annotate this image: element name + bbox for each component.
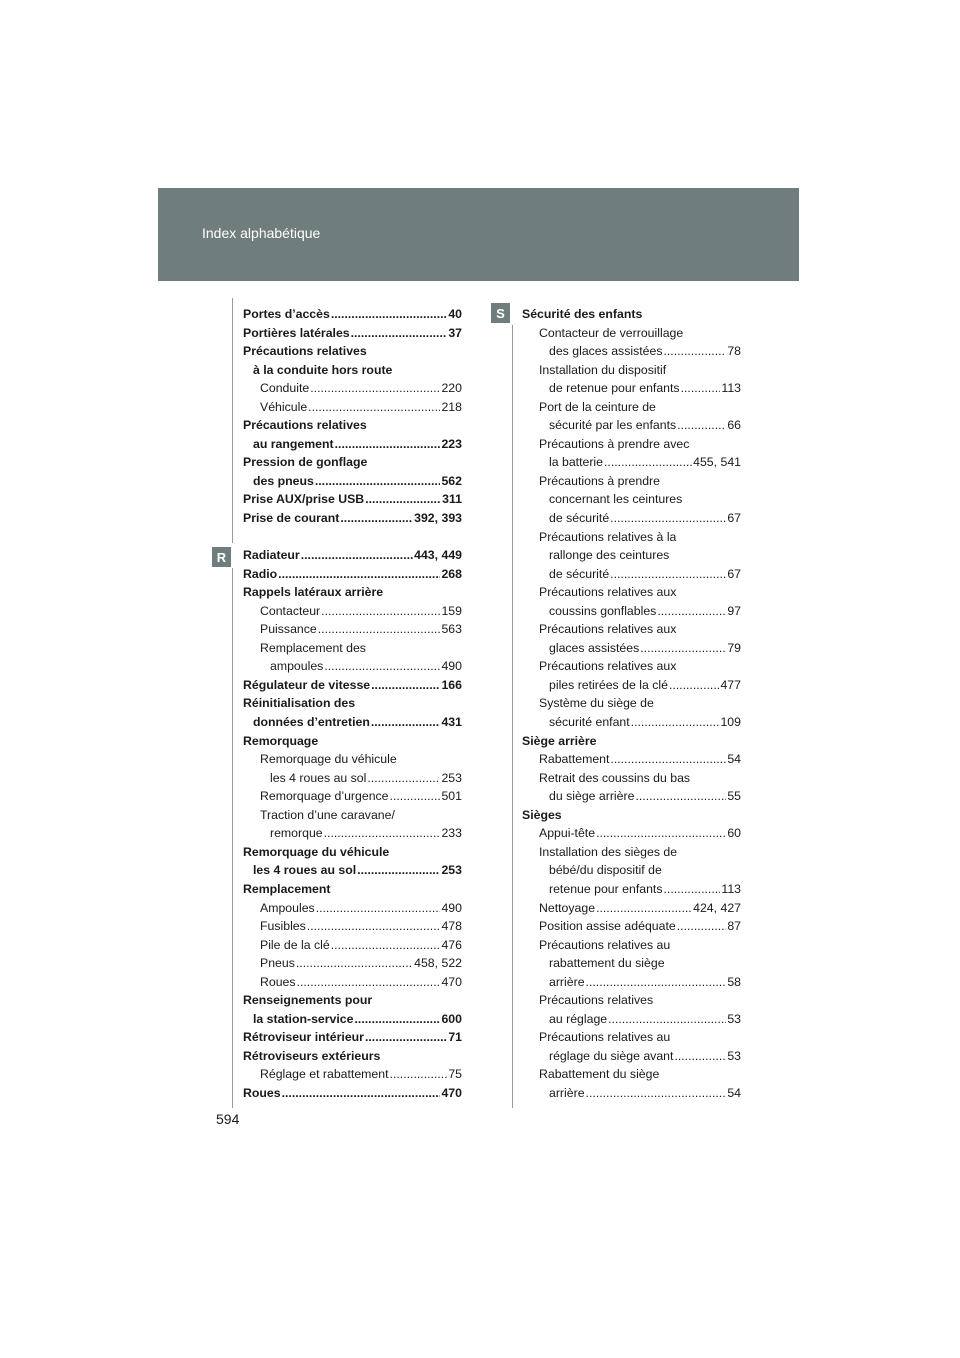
index-entry-label: Installation des sièges de — [539, 844, 678, 859]
index-entry — [243, 546, 462, 565]
index-entry — [243, 398, 462, 417]
index-entry-page: 223 — [441, 436, 462, 451]
index-entry-page: 40 — [448, 307, 462, 321]
index-entry-label: Roues — [260, 974, 296, 989]
index-entry — [522, 824, 741, 843]
index-entry-label: Réglage et rabattement — [260, 1067, 389, 1082]
index-entry-page: 220 — [441, 381, 462, 396]
index-entry — [243, 787, 462, 806]
index-entry — [522, 769, 741, 788]
index-entry — [522, 694, 741, 713]
index-entry-page: 431 — [441, 715, 462, 730]
index-entry-page: 113 — [721, 381, 741, 396]
dot-leader — [316, 899, 441, 918]
index-entry-page: 562 — [441, 473, 462, 488]
index-entry-label: Précautions relatives aux — [539, 622, 677, 637]
index-entry-page: 54 — [727, 752, 741, 767]
index-entry-page: 458, 522 — [414, 956, 462, 971]
index-entry — [522, 917, 741, 936]
index-entry — [243, 991, 462, 1010]
index-entry — [522, 787, 741, 806]
index-entry-label: Remplacement des — [260, 640, 366, 655]
index-entry — [243, 324, 462, 343]
index-entry — [522, 546, 741, 565]
dot-leader — [297, 973, 441, 992]
index-entry-label: Précautions relatives — [243, 344, 367, 359]
index-entry — [522, 379, 741, 398]
letter-badge-r: R — [212, 547, 231, 567]
index-entry — [243, 472, 462, 491]
dot-leader — [367, 769, 440, 788]
index-entry-label: Pression de gonflage — [243, 455, 368, 470]
index-entry-label: Fusibles — [260, 919, 306, 934]
index-entry — [522, 973, 741, 992]
index-entry-label: Précautions relatives à la — [539, 529, 677, 544]
letter-badge-s: S — [491, 303, 510, 323]
dot-leader — [321, 602, 440, 621]
dot-leader — [596, 899, 692, 918]
dot-leader — [335, 435, 441, 454]
index-entry-page: 79 — [727, 640, 741, 655]
dot-leader — [301, 546, 413, 565]
index-entry-label: Traction d’une caravane/ — [260, 807, 395, 822]
index-entry — [243, 880, 462, 899]
dot-leader — [681, 379, 721, 398]
index-entry — [243, 657, 462, 676]
index-entry — [522, 435, 741, 454]
index-entry-label: Rétroviseurs extérieurs — [243, 1048, 381, 1063]
index-entry-label: coussins gonflables — [549, 603, 657, 618]
index-entry — [243, 361, 462, 380]
index-entry — [522, 398, 741, 417]
index-entry-label: Rabattement du siège — [539, 1067, 660, 1082]
index-entry-label: la station-service — [253, 1011, 354, 1026]
index-entry — [522, 732, 741, 751]
dot-leader — [677, 416, 726, 435]
index-entry-page: 501 — [441, 789, 462, 804]
index-entry — [522, 1028, 741, 1047]
index-entry-label: Remorquage — [243, 733, 319, 748]
index-entry — [522, 954, 741, 973]
index-entry — [522, 509, 741, 528]
column-divider-left-bottom — [232, 568, 233, 1108]
index-entry-label: Port de la ceinture de — [539, 399, 656, 414]
index-entry-page: 490 — [441, 900, 462, 915]
index-entry-label: de sécurité — [549, 511, 610, 526]
index-entry-label: Prise de courant — [243, 511, 340, 526]
index-entry-label: Portières latérales — [243, 325, 350, 340]
index-entry-page: 97 — [727, 603, 741, 618]
index-entry-label: sécurité enfant — [549, 715, 630, 730]
index-entry — [243, 769, 462, 788]
dot-leader — [331, 305, 448, 324]
dot-leader — [310, 379, 440, 398]
dot-leader — [278, 565, 440, 584]
dot-leader — [586, 1084, 727, 1103]
index-entry-label: Radiateur — [243, 548, 300, 563]
index-entry-label: Appui-tête — [539, 826, 596, 841]
index-entry-page: 78 — [727, 344, 741, 359]
dot-leader — [674, 1047, 726, 1066]
index-entry — [522, 750, 741, 769]
index-entry-label: Siège arrière — [522, 733, 597, 748]
dot-leader — [357, 861, 440, 880]
dot-leader — [371, 676, 440, 695]
index-entry — [243, 565, 462, 584]
index-entry-page: 253 — [441, 863, 462, 878]
index-column-right — [522, 305, 741, 1103]
index-entry-page: 53 — [727, 1011, 741, 1026]
index-entry-label: Remorquage du véhicule — [260, 752, 397, 767]
dot-leader — [664, 880, 721, 899]
dot-leader — [365, 490, 441, 509]
index-entry — [522, 657, 741, 676]
index-entry — [522, 1065, 741, 1084]
index-entry — [522, 991, 741, 1010]
index-entry — [522, 342, 741, 361]
dot-leader — [331, 936, 441, 955]
dot-leader — [308, 398, 440, 417]
dot-leader — [296, 954, 413, 973]
index-entry-label: bébé/du dispositif de — [549, 863, 662, 878]
index-entry — [522, 806, 741, 825]
index-entry — [522, 528, 741, 547]
index-entry — [522, 324, 741, 343]
index-entry-label: Précautions relatives — [243, 418, 367, 433]
index-entry-label: Sièges — [522, 807, 562, 822]
index-entry-label: la batterie — [549, 455, 604, 470]
index-entry-label: réglage du siège avant — [549, 1048, 674, 1063]
index-entry-label: Rabattement — [539, 752, 610, 767]
index-entry-label: Réinitialisation des — [243, 696, 356, 711]
index-entry — [243, 305, 462, 324]
dot-leader — [351, 324, 448, 343]
index-entry-label: Nettoyage — [539, 900, 596, 915]
dot-leader — [586, 973, 727, 992]
index-entry-label: Précautions relatives — [539, 993, 654, 1008]
index-entry-label: Précautions relatives aux — [539, 585, 677, 600]
index-entry-page: 159 — [441, 603, 462, 618]
index-entry — [522, 936, 741, 955]
dot-leader — [640, 639, 726, 658]
index-entry-page: 75 — [448, 1067, 462, 1082]
column-divider-right — [512, 325, 513, 1108]
dot-leader — [663, 342, 726, 361]
index-entry — [522, 899, 741, 918]
dot-leader — [608, 1010, 726, 1029]
index-entry — [522, 1010, 741, 1029]
index-entry — [243, 750, 462, 769]
index-entry-page: 66 — [727, 418, 741, 433]
index-entry-label: remorque — [270, 826, 323, 841]
column-divider-left-top — [232, 298, 233, 543]
index-entry-label: Précautions relatives au — [539, 1030, 671, 1045]
index-entry — [522, 620, 741, 639]
index-entry — [243, 899, 462, 918]
dot-leader — [610, 750, 726, 769]
index-entry — [522, 861, 741, 880]
dot-leader — [340, 509, 413, 528]
index-entry-label: Portes d’accès — [243, 307, 330, 321]
index-entry — [243, 936, 462, 955]
index-entry — [522, 472, 741, 491]
index-entry-label: arrière — [549, 1085, 585, 1100]
index-entry-label: au réglage — [549, 1011, 608, 1026]
dot-leader — [669, 676, 720, 695]
index-entry-label: concernant les ceintures — [549, 492, 683, 507]
index-entry — [243, 620, 462, 639]
index-entry-page: 392, 393 — [414, 511, 462, 526]
dot-leader — [635, 787, 726, 806]
index-entry — [243, 583, 462, 602]
index-entry-label: Renseignements pour — [243, 993, 373, 1008]
index-entry-label: des glaces assistées — [549, 344, 663, 359]
index-entry-page: 218 — [441, 399, 462, 414]
index-entry-label: retenue pour enfants — [549, 881, 663, 896]
index-entry-label: Pneus — [260, 956, 295, 971]
dot-leader — [604, 453, 692, 472]
index-entry — [522, 361, 741, 380]
index-entry — [243, 1047, 462, 1066]
index-entry-label: les 4 roues au sol — [253, 863, 357, 878]
index-entry-page: 166 — [441, 677, 462, 692]
index-entry-page: 55 — [727, 789, 741, 804]
index-entry — [522, 676, 741, 695]
dot-leader — [631, 713, 720, 732]
index-entry-page: 478 — [441, 919, 462, 934]
index-entry — [522, 490, 741, 509]
index-entry-label: Prise AUX/prise USB — [243, 492, 365, 507]
index-entry — [522, 583, 741, 602]
index-entry — [522, 1084, 741, 1103]
index-entry — [243, 694, 462, 713]
index-entry-label: sécurité par les enfants — [549, 418, 677, 433]
index-entry — [522, 565, 741, 584]
index-entry — [522, 880, 741, 899]
index-entry — [522, 1047, 741, 1066]
index-entry-page: 113 — [721, 881, 741, 896]
index-entry-label: Conduite — [260, 381, 310, 396]
index-entry-label: Retrait des coussins du bas — [539, 770, 691, 785]
index-entry — [243, 732, 462, 751]
index-entry-page: 67 — [727, 566, 741, 581]
index-entry-page: 470 — [441, 1085, 462, 1100]
index-entry-page: 600 — [441, 1011, 462, 1026]
index-entry-label: à la conduite hors route — [253, 362, 393, 377]
index-entry-page: 477 — [720, 677, 741, 692]
index-entry-label: données d’entretien — [253, 715, 370, 730]
index-entry-label: rabattement du siège — [549, 956, 665, 971]
index-entry-page: 71 — [448, 1030, 462, 1045]
index-entry — [522, 416, 741, 435]
index-column-left — [243, 305, 462, 1103]
index-entry-label: Ampoules — [260, 900, 315, 915]
index-entry-label: des pneus — [253, 473, 314, 488]
dot-leader — [371, 713, 441, 732]
index-entry-page: 563 — [441, 622, 462, 637]
dot-leader — [324, 657, 440, 676]
dot-leader — [610, 509, 726, 528]
dot-leader — [324, 824, 441, 843]
index-entry — [522, 639, 741, 658]
index-entry — [243, 490, 462, 509]
index-entry-page: 476 — [441, 937, 462, 952]
index-entry-label: Précautions relatives aux — [539, 659, 677, 674]
index-entry — [522, 305, 741, 324]
index-entry-label: Installation du dispositif — [539, 362, 667, 377]
dot-leader — [390, 787, 441, 806]
page-header — [158, 188, 799, 281]
index-entry-page: 67 — [727, 511, 741, 526]
index-entry-label: Position assise adéquate — [539, 919, 676, 934]
dot-leader — [596, 824, 726, 843]
index-entry-label: Remplacement — [243, 881, 331, 896]
index-entry — [243, 861, 462, 880]
index-entry-page: 58 — [727, 974, 741, 989]
index-entry-label: Sécurité des enfants — [522, 307, 643, 321]
index-entry-label: ampoules — [270, 659, 324, 674]
index-entry-label: Roues — [243, 1085, 281, 1100]
index-entry — [522, 602, 741, 621]
index-entry — [243, 1028, 462, 1047]
index-entry-label: Contacteur de verrouillage — [539, 325, 684, 340]
dot-leader — [657, 602, 726, 621]
index-entry-label: du siège arrière — [549, 789, 635, 804]
index-entry — [243, 824, 462, 843]
index-entry-label: Rétroviseur intérieur — [243, 1030, 364, 1045]
index-entry — [522, 453, 741, 472]
section-gap — [243, 528, 462, 547]
index-entry-page: 253 — [441, 770, 462, 785]
index-entry-label: arrière — [549, 974, 585, 989]
index-entry — [243, 639, 462, 658]
index-entry — [243, 973, 462, 992]
index-entry — [243, 713, 462, 732]
dot-leader — [307, 917, 441, 936]
index-entry-label: Remorquage d’urgence — [260, 789, 389, 804]
index-entry-page: 233 — [441, 826, 462, 841]
index-entry-label: Véhicule — [260, 399, 308, 414]
index-entry — [522, 843, 741, 862]
index-entry — [243, 676, 462, 695]
index-entry-page: 490 — [441, 659, 462, 674]
index-entry — [243, 917, 462, 936]
index-entry-label: piles retirées de la clé — [549, 677, 668, 692]
index-entry-label: Précautions à prendre avec — [539, 436, 690, 451]
header-title: Index alphabétique — [202, 225, 321, 241]
index-entry — [243, 342, 462, 361]
index-entry-label: Régulateur de vitesse — [243, 677, 371, 692]
dot-leader — [365, 1028, 447, 1047]
index-entry — [522, 713, 741, 732]
dot-leader — [318, 620, 441, 639]
index-entry-label: Rappels latéraux arrière — [243, 585, 384, 600]
index-entry — [243, 453, 462, 472]
index-entry-page: 311 — [442, 492, 462, 507]
dot-leader — [677, 917, 727, 936]
index-entry-label: Pile de la clé — [260, 937, 330, 952]
index-entry-label: de sécurité — [549, 566, 610, 581]
index-entry — [243, 806, 462, 825]
index-entry-page: 60 — [727, 826, 741, 841]
dot-leader — [315, 472, 441, 491]
index-entry-page: 455, 541 — [693, 455, 741, 470]
index-entry — [243, 1065, 462, 1084]
index-entry-label: Radio — [243, 566, 278, 581]
index-entry — [243, 416, 462, 435]
index-entry — [243, 379, 462, 398]
index-entry-page: 268 — [441, 566, 462, 581]
index-entry-label: les 4 roues au sol — [270, 770, 367, 785]
index-entry-page: 87 — [727, 919, 741, 934]
index-entry-label: au rangement — [253, 436, 334, 451]
index-entry-page: 54 — [727, 1085, 741, 1100]
index-entry-page: 109 — [720, 715, 741, 730]
index-entry-label: Système du siège de — [539, 696, 654, 711]
dot-leader — [354, 1010, 440, 1029]
index-entry-label: Remorquage du véhicule — [243, 844, 390, 859]
index-entry-page: 470 — [441, 974, 462, 989]
page-number: 594 — [216, 1111, 240, 1127]
index-entry-label: Puissance — [260, 622, 317, 637]
index-entry-page: 37 — [448, 325, 462, 340]
index-entry-page: 424, 427 — [693, 900, 741, 915]
index-entry-page: 443, 449 — [414, 548, 462, 563]
index-entry-label: de retenue pour enfants — [549, 381, 680, 396]
index-entry — [243, 509, 462, 528]
dot-leader — [282, 1084, 441, 1103]
dot-leader — [390, 1065, 448, 1084]
index-entry-label: rallonge des ceintures — [549, 548, 670, 563]
index-entry — [243, 435, 462, 454]
index-entry-label: Précautions relatives au — [539, 937, 671, 952]
index-entry-label: glaces assistées — [549, 640, 640, 655]
index-entry — [243, 1010, 462, 1029]
index-entry — [243, 1084, 462, 1103]
index-entry — [243, 843, 462, 862]
index-entry-label: Contacteur — [260, 603, 321, 618]
index-entry-label: Précautions à prendre — [539, 473, 660, 488]
index-entry — [243, 954, 462, 973]
index-entry — [243, 602, 462, 621]
dot-leader — [610, 565, 726, 584]
index-entry-page: 53 — [727, 1048, 741, 1063]
